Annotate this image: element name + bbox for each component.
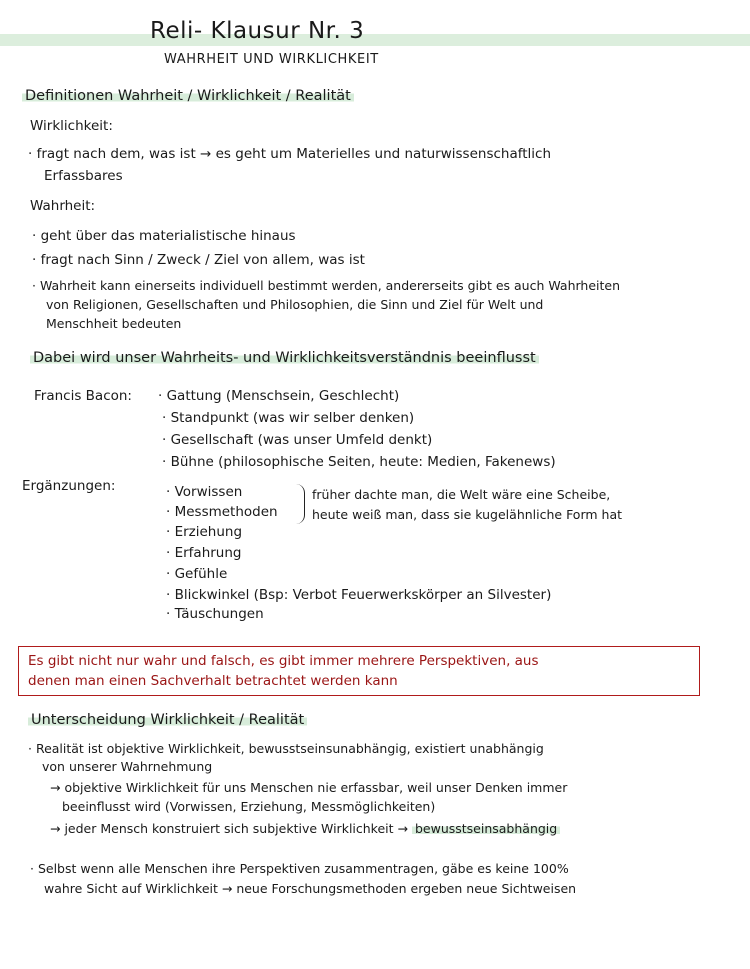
curly-brace (296, 484, 305, 524)
wahrheit-bullet-2: · fragt nach Sinn / Zweck / Ziel von allem, was ist (32, 252, 365, 268)
ergaenzung-item: · Blickwinkel (Bsp: Verbot Feuerwerkskörper an Silvester) (166, 587, 552, 603)
key-statement-line-1: Es gibt nicht nur wahr und falsch, es gibt immer mehrere Perspektiven, aus (28, 653, 539, 669)
wirklichkeit-line-2: Erfassbares (44, 168, 123, 184)
distinction-line-3: → objektive Wirklichkeit für uns Menschen nie erfassbar, weil unser Denken immer (50, 780, 568, 795)
scheibe-note-line-2: heute weiß man, dass sie kugelähnliche Form hat (312, 507, 623, 522)
distinction-heading (28, 712, 307, 729)
distinction-line-1: · Realität ist objektive Wirklichkeit, bewusstseinsunabhängig, existiert unabhängig (28, 741, 544, 756)
ergaenzungen-label: Ergänzungen: (22, 478, 116, 494)
scheibe-note-line-1: früher dachte man, die Welt wäre eine Scheibe, (312, 487, 611, 502)
wirklichkeit-label: Wirklichkeit: (30, 118, 113, 134)
title-highlight (0, 34, 750, 46)
distinction-line-4: beeinflusst wird (Vorwissen, Erziehung, Messmöglichkeiten) (62, 799, 436, 814)
bewusstseinsabhaengig-highlight: bewusstseinsabhängig (412, 821, 560, 836)
distinction-line-7: wahre Sicht auf Wirklichkeit → neue Forschungsmethoden ergeben neue Sichtweisen (44, 881, 577, 896)
wahrheit-bullet-3-line-2: von Religionen, Gesellschaften und Philosophien, die Sinn und Ziel für Welt und (46, 297, 544, 312)
ergaenzung-item: · Erziehung (166, 524, 243, 540)
wahrheit-bullet-3-line-3: Menschheit bedeuten (46, 316, 182, 331)
ergaenzung-item: · Erfahrung (166, 545, 242, 561)
bacon-item: · Gattung (Menschsein, Geschlecht) (158, 388, 400, 404)
ergaenzung-item: · Gefühle (166, 566, 228, 582)
distinction-heading-text: Unterscheidung Wirklichkeit / Realität (28, 712, 307, 728)
page-title: Reli- Klausur Nr. 3 (150, 18, 365, 44)
wirklichkeit-line-1: · fragt nach dem, was ist → es geht um Materielles und naturwissenschaftlich (28, 146, 552, 162)
definitions-heading (22, 88, 354, 105)
distinction-line-5-text: → jeder Mensch konstruiert sich subjektive Wirklichkeit → (50, 821, 412, 836)
ergaenzung-item: · Messmethoden (166, 504, 278, 520)
distinction-line-5 (50, 820, 560, 837)
distinction-line-2: von unserer Wahrnehmung (42, 759, 213, 774)
page-subtitle: WAHRHEIT UND WIRKLICHKEIT (164, 52, 379, 67)
ergaenzung-item: · Täuschungen (166, 606, 264, 622)
key-statement-line-2: denen man einen Sachverhalt betrachtet werden kann (28, 673, 398, 689)
wahrheit-label: Wahrheit: (30, 198, 96, 214)
bacon-item: · Bühne (philosophische Seiten, heute: Medien, Fakenews) (162, 454, 556, 470)
influence-heading-text: Dabei wird unser Wahrheits- und Wirklichkeitsverständnis beeinflusst (30, 350, 539, 366)
bacon-label: Francis Bacon: (34, 388, 132, 404)
ergaenzung-item: · Vorwissen (166, 484, 243, 500)
bacon-item: · Gesellschaft (was unser Umfeld denkt) (162, 432, 433, 448)
wahrheit-bullet-3-line-1: · Wahrheit kann einerseits individuell bestimmt werden, andererseits gibt es auch Wahrheiten (32, 278, 621, 293)
definitions-heading-text: Definitionen Wahrheit / Wirklichkeit / Realität (22, 88, 354, 104)
bacon-item: · Standpunkt (was wir selber denken) (162, 410, 415, 426)
influence-heading (30, 350, 539, 367)
wahrheit-bullet-1: · geht über das materialistische hinaus (32, 228, 296, 244)
distinction-line-6: · Selbst wenn alle Menschen ihre Perspektiven zusammentragen, gäbe es keine 100% (30, 861, 569, 876)
